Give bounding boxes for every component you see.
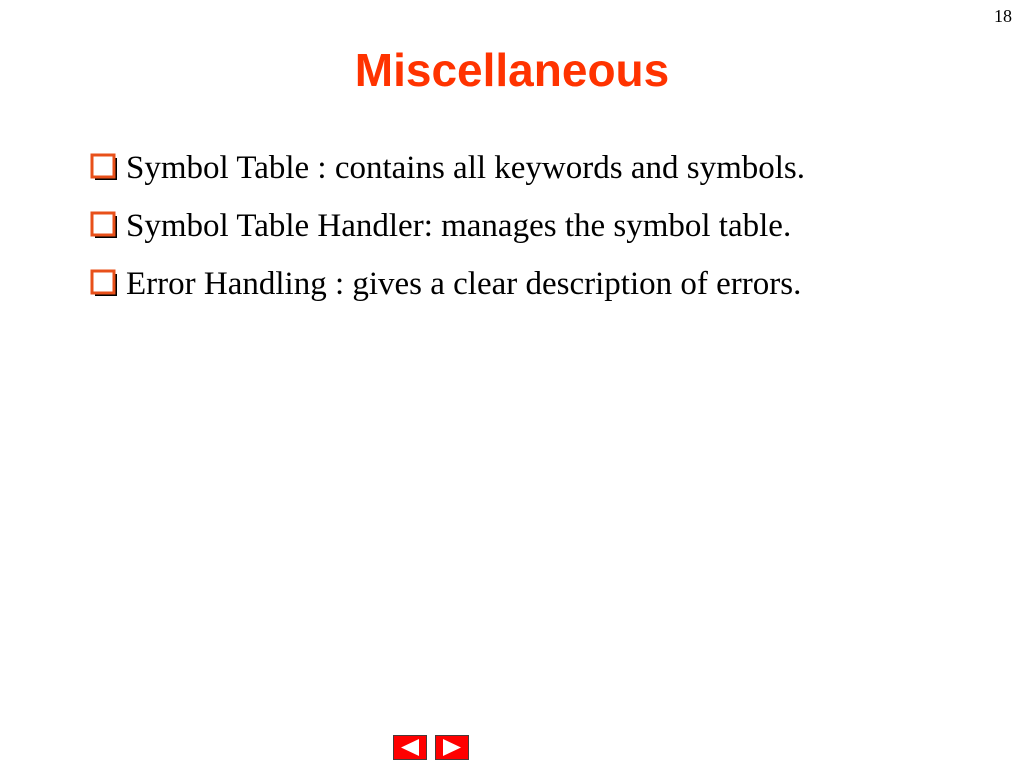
slide-title: Miscellaneous bbox=[354, 44, 670, 96]
bullet-square bbox=[92, 213, 114, 235]
bullet-item bbox=[90, 144, 970, 192]
bullet-text: Error Handling : gives a clear description of errors. bbox=[126, 266, 802, 302]
bullet-list bbox=[90, 144, 970, 318]
page-number: 18 bbox=[994, 6, 1012, 26]
bullet-item bbox=[90, 260, 970, 308]
bullet-square bbox=[92, 155, 114, 177]
hollow-square-bullet-icon bbox=[90, 269, 120, 299]
hollow-square-bullet-icon bbox=[90, 211, 120, 241]
next-slide-button[interactable] bbox=[435, 735, 469, 760]
hollow-square-bullet-icon bbox=[90, 153, 120, 183]
bullet-item bbox=[90, 202, 970, 250]
bullet-square bbox=[92, 271, 114, 293]
previous-slide-button[interactable] bbox=[393, 735, 427, 760]
bullet-text: Symbol Table : contains all keywords and symbols. bbox=[126, 150, 806, 186]
bullet-text: Symbol Table Handler: manages the symbol table. bbox=[126, 208, 792, 244]
slide-navigation bbox=[393, 735, 469, 760]
